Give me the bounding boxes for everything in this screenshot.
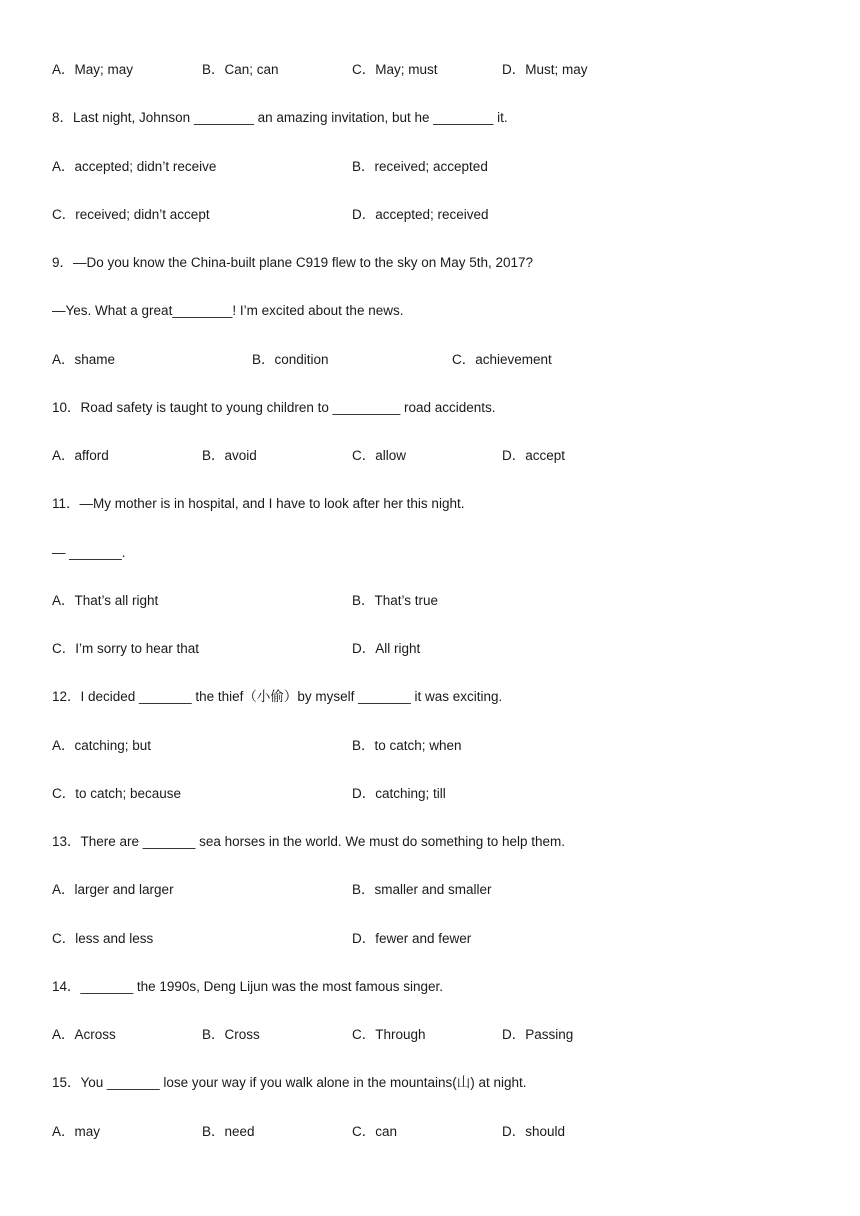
answer-option: D．Passing xyxy=(502,1027,574,1042)
answer-option: C．Through xyxy=(352,1027,426,1042)
answer-option: D．accept xyxy=(502,448,566,463)
question-text: 11．—My mother is in hospital, and I have to look after her this night. xyxy=(52,496,465,511)
answer-option: B．That’s true xyxy=(352,593,439,608)
answer-option: C．less and less xyxy=(52,931,154,946)
answer-option: D．fewer and fewer xyxy=(352,931,472,946)
answer-option: B．Can; can xyxy=(202,62,279,77)
answer-option: B．to catch; when xyxy=(352,738,462,753)
answer-option: C．achievement xyxy=(452,352,552,367)
question-text: 14．_______ the 1990s, Deng Lijun was the most famous singer. xyxy=(52,979,443,994)
answer-options-row xyxy=(52,206,812,224)
answer-option: A．accepted; didn’t receive xyxy=(52,159,217,174)
answer-option: A．That’s all right xyxy=(52,593,159,608)
answer-options-row xyxy=(52,592,812,610)
answer-option: D．accepted; received xyxy=(352,207,489,222)
answer-option: C．can xyxy=(352,1124,398,1139)
answer-option: A．larger and larger xyxy=(52,882,174,897)
answer-option: D．All right xyxy=(352,641,421,656)
answer-option: A．May; may xyxy=(52,62,134,77)
answer-options-row xyxy=(52,61,812,79)
answer-options-row xyxy=(52,158,812,176)
answer-option: A．afford xyxy=(52,448,109,463)
answer-option: C．allow xyxy=(352,448,407,463)
answer-options-row xyxy=(52,785,812,803)
question-text: 12．I decided _______ the thief（小偷）by myself _______ it was exciting. xyxy=(52,689,503,704)
answer-option: D．Must; may xyxy=(502,62,588,77)
answer-option: C．May; must xyxy=(352,62,438,77)
answer-option: B．need xyxy=(202,1124,255,1139)
answer-option: A．may xyxy=(52,1124,101,1139)
question-text: —Yes. What a great________! I’m excited about the news. xyxy=(52,303,404,318)
answer-option: C．received; didn’t accept xyxy=(52,207,210,222)
answer-option: A．shame xyxy=(52,352,116,367)
answer-option: B．received; accepted xyxy=(352,159,488,174)
answer-option: B．condition xyxy=(252,352,329,367)
answer-option: B．avoid xyxy=(202,448,257,463)
answer-options-row xyxy=(52,1026,812,1044)
answer-options-row xyxy=(52,930,812,948)
question-text: 10．Road safety is taught to young children to _________ road accidents. xyxy=(52,400,496,415)
answer-option: C．I’m sorry to hear that xyxy=(52,641,200,656)
question-text: 15．You _______ lose your way if you walk alone in the mountains(山) at night. xyxy=(52,1075,527,1090)
question-text: 8．Last night, Johnson ________ an amazing invitation, but he ________ it. xyxy=(52,110,508,125)
answer-option: A．catching; but xyxy=(52,738,152,753)
answer-options-row xyxy=(52,1123,812,1141)
question-text: — _______. xyxy=(52,545,126,560)
answer-options-row xyxy=(52,881,812,899)
question-text: 13．There are _______ sea horses in the world. We must do something to help them. xyxy=(52,834,566,849)
answer-option: D．should xyxy=(502,1124,566,1139)
answer-options-row xyxy=(52,447,812,465)
answer-option: B．Cross xyxy=(202,1027,260,1042)
answer-option: C．to catch; because xyxy=(52,786,182,801)
answer-options-row xyxy=(52,737,812,755)
question-text: 9．—Do you know the China-built plane C919 flew to the sky on May 5th, 2017? xyxy=(52,255,534,270)
answer-options-row xyxy=(52,351,812,369)
answer-option: D．catching; till xyxy=(352,786,446,801)
answer-option: B．smaller and smaller xyxy=(352,882,492,897)
answer-options-row xyxy=(52,640,812,658)
answer-option: A．Across xyxy=(52,1027,116,1042)
